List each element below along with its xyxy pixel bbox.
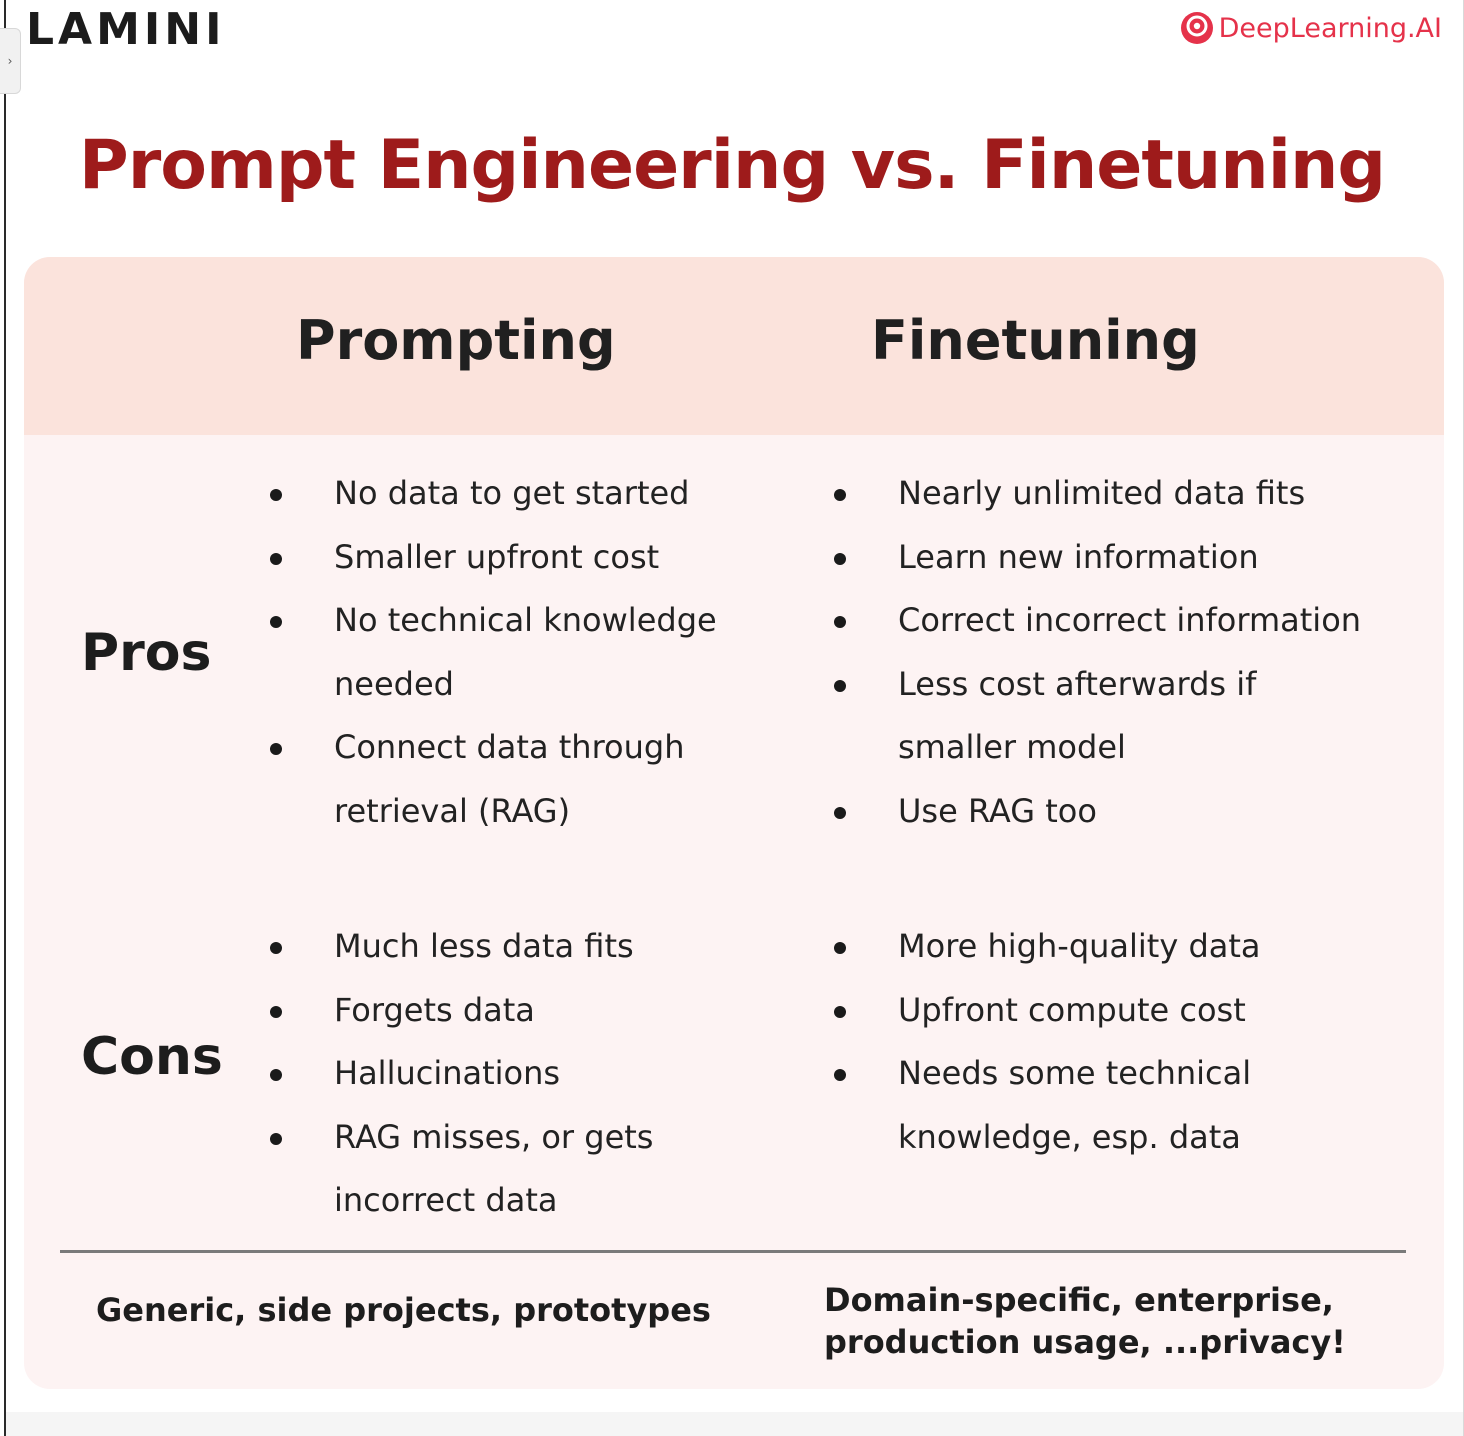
list-item: Learn new information	[834, 526, 1434, 590]
list-item: No technical knowledge needed	[270, 589, 770, 716]
column-header-band	[24, 257, 1444, 435]
list-item: Smaller upfront cost	[270, 526, 770, 590]
finetuning-use-cases-line-2: production usage, ...privacy!	[824, 1323, 1346, 1361]
deeplearning-ai-logo	[1179, 10, 1442, 46]
list-item: Hallucinations	[270, 1042, 770, 1106]
window-left-edge	[4, 0, 6, 1436]
finetuning-use-cases	[824, 1279, 1384, 1363]
finetuning-pros-list	[834, 462, 1434, 843]
column-heading-finetuning: Finetuning	[871, 309, 1200, 372]
list-item: Much less data fits	[270, 915, 770, 979]
list-item: Connect data through retrieval (RAG)	[270, 716, 770, 843]
prompting-use-cases: Generic, side projects, prototypes	[96, 1291, 711, 1329]
list-item: Less cost afterwards if smaller model	[834, 653, 1298, 780]
row-label-cons: Cons	[81, 1027, 223, 1087]
list-item: RAG misses, or gets incorrect data	[270, 1106, 714, 1233]
comparison-card	[24, 257, 1444, 1389]
list-item: Upfront compute cost	[834, 979, 1354, 1043]
column-heading-prompting: Prompting	[296, 309, 616, 372]
bottom-bar	[6, 1412, 1463, 1436]
list-item: Correct incorrect information	[834, 589, 1434, 653]
list-item: More high-quality data	[834, 915, 1354, 979]
deeplearning-ai-icon	[1179, 10, 1215, 46]
slide-title: Prompt Engineering vs. Finetuning	[78, 126, 1386, 205]
list-item: Needs some technical knowledge, esp. data	[834, 1042, 1328, 1169]
chevron-right-icon: ›	[7, 54, 13, 68]
row-label-pros: Pros	[81, 623, 212, 683]
list-item: Nearly unlimited data fits	[834, 462, 1434, 526]
side-expand-tab[interactable]	[0, 28, 21, 94]
finetuning-use-cases-line-1: Domain-specific, enterprise,	[824, 1281, 1334, 1319]
list-item: No data to get started	[270, 462, 770, 526]
list-item: Forgets data	[270, 979, 770, 1043]
list-item: Use RAG too	[834, 780, 1434, 844]
prompting-cons-list	[270, 915, 770, 1233]
section-divider	[60, 1250, 1406, 1253]
lamini-logo: LAMINI	[26, 4, 226, 55]
prompting-pros-list	[270, 462, 770, 843]
deeplearning-ai-wordmark: DeepLearning.AI	[1218, 12, 1442, 44]
finetuning-cons-list	[834, 915, 1354, 1169]
